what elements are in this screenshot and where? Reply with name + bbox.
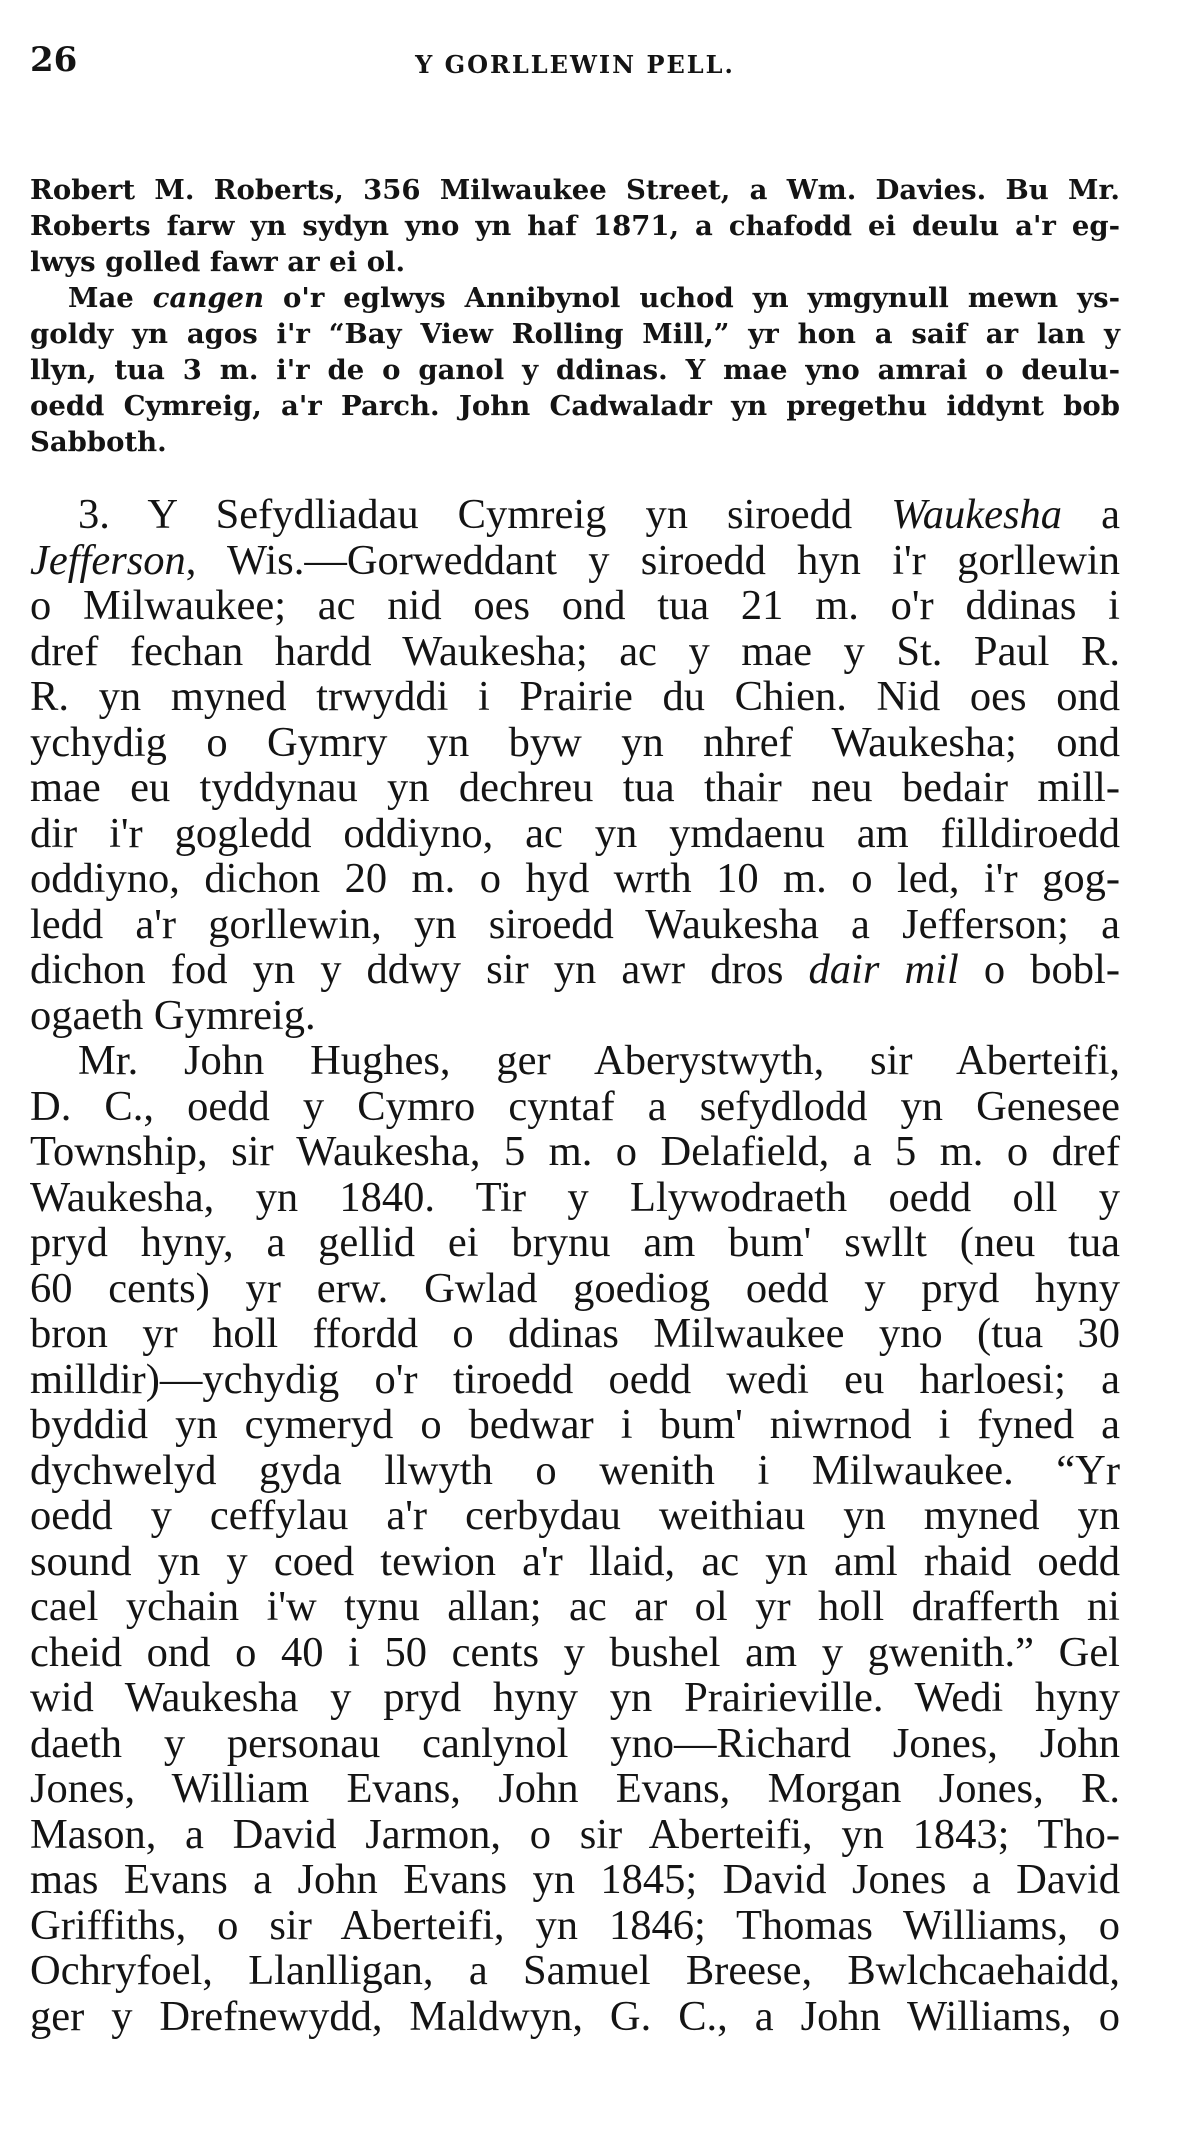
paragraph-section-3 bbox=[30, 492, 1120, 1038]
paragraph-roberts bbox=[30, 172, 1120, 280]
italic-word: dair mil bbox=[808, 946, 959, 993]
text-line: cheid ond o 40 i 50 cents y bushel am y gwenith.” Gel bbox=[30, 1628, 1120, 1676]
text-line: Jefferson, Wis.—Gorweddant y siroedd hyn i'r gorllewin bbox=[30, 536, 1120, 584]
text-line: lwys golled fawr ar ei ol. bbox=[30, 246, 406, 278]
running-head bbox=[30, 40, 1120, 100]
text-line: Jones, William Evans, John Evans, Morgan Jones, R. bbox=[30, 1765, 1120, 1812]
text-line: mae eu tyddynau yn dechreu tua thair neu bedair mill- bbox=[30, 764, 1120, 811]
text-line: ychydig o Gymry yn byw yn nhref Waukesha; ond bbox=[30, 718, 1120, 766]
small-print-block bbox=[30, 172, 1120, 460]
text-line: ogaeth Gymreig. bbox=[30, 991, 316, 1039]
text-line: dref fechan hardd Waukesha; ac y mae y St. Paul R. bbox=[30, 627, 1120, 675]
text-line: 3. Y Sefydliadau Cymreig yn siroedd Waukesha a bbox=[78, 491, 1120, 538]
running-title: Y GORLLEWIN PELL. bbox=[415, 50, 735, 79]
text-line: byddid yn cymeryd o bedwar i bum' niwrnod i fyned a bbox=[30, 1401, 1120, 1448]
text-line: oedd Cymreig, a'r Parch. John Cadwaladr yn pregethu iddynt bob bbox=[30, 390, 1120, 422]
text-line: dir i'r gogledd oddiyno, ac yn ymdaenu am filldiroedd bbox=[30, 809, 1120, 857]
main-text-block bbox=[30, 492, 1120, 2039]
paragraph-cangen bbox=[30, 280, 1120, 460]
text-line: Mason, a David Jarmon, o sir Aberteifi, yn 1843; Tho- bbox=[30, 1810, 1120, 1858]
text-line: ger y Drefnewydd, Maldwyn, G. C., a John Williams, o bbox=[30, 1992, 1120, 2040]
text-line: milldir)—ychydig o'r tiroedd oedd wedi eu harloesi; a bbox=[30, 1355, 1120, 1403]
text-line: dychwelyd gyda llwyth o wenith i Milwaukee. “Yr bbox=[30, 1446, 1120, 1494]
text-line: Mr. John Hughes, ger Aberystwyth, sir Aberteifi, bbox=[78, 1037, 1120, 1084]
text-line: wid Waukesha y pryd hyny yn Prairieville. Wedi hyny bbox=[30, 1674, 1120, 1721]
text-line: dichon fod yn y ddwy sir yn awr dros dair mil o bobl- bbox=[30, 946, 1120, 993]
page-number: 26 bbox=[30, 40, 78, 80]
text-line: Sabboth. bbox=[30, 426, 167, 458]
text-line: Waukesha, yn 1840. Tir y Llywodraeth oedd oll y bbox=[30, 1173, 1120, 1221]
text-line: goldy yn agos i'r “Bay View Rolling Mill,” yr hon a saif ar lan y bbox=[30, 318, 1120, 350]
text-line: ledd a'r gorllewin, yn siroedd Waukesha a Jefferson; a bbox=[30, 900, 1120, 948]
text-line: D. C., oedd y Cymro cyntaf a sefydlodd yn Genesee bbox=[30, 1082, 1120, 1130]
text-line: R. yn myned trwyddi i Prairie du Chien. Nid oes ond bbox=[30, 673, 1120, 720]
text-line: mas Evans a John Evans yn 1845; David Jones a David bbox=[30, 1856, 1120, 1903]
book-page bbox=[30, 40, 1120, 2039]
text-line: oddiyno, dichon 20 m. o hyd wrth 10 m. o led, i'r gog- bbox=[30, 855, 1120, 902]
text-line: oedd y ceffylau a'r cerbydau weithiau yn myned yn bbox=[30, 1492, 1120, 1539]
text-line: llyn, tua 3 m. i'r de o ganol y ddinas. Y mae yno amrai o deulu- bbox=[30, 354, 1120, 386]
italic-word: Waukesha bbox=[891, 491, 1063, 538]
text-line: Ochryfoel, Llanlligan, a Samuel Breese, Bwlchcaehaidd, bbox=[30, 1947, 1120, 1994]
text-line: Robert M. Roberts, 356 Milwaukee Street, a Wm. Davies. Bu Mr. bbox=[30, 174, 1120, 206]
text-line: sound yn y coed tewion a'r llaid, ac yn aml rhaid oedd bbox=[30, 1537, 1120, 1585]
text-line: daeth y personau canlynol yno—Richard Jones, John bbox=[30, 1719, 1120, 1767]
text-line: Mae cangen o'r eglwys Annibynol uchod yn ymgynull mewn ys- bbox=[68, 282, 1120, 314]
text-line: Roberts farw yn sydyn yno yn haf 1871, a chafodd ei deulu a'r eg- bbox=[30, 210, 1120, 242]
text-line: pryd hyny, a gellid ei brynu am bum' swllt (neu tua bbox=[30, 1219, 1120, 1266]
text-line: o Milwaukee; ac nid oes ond tua 21 m. o'r ddinas i bbox=[30, 582, 1120, 629]
text-line: cael ychain i'w tynu allan; ac ar ol yr holl drafferth ni bbox=[30, 1583, 1120, 1630]
text-line: bron yr holl ffordd o ddinas Milwaukee yno (tua 30 bbox=[30, 1310, 1120, 1357]
italic-word: Jefferson bbox=[30, 536, 186, 584]
italic-word: cangen bbox=[152, 282, 265, 314]
text-line: 60 cents) yr erw. Gwlad goediog oedd y pryd hyny bbox=[30, 1264, 1120, 1312]
text-line: Township, sir Waukesha, 5 m. o Delafield, a 5 m. o dref bbox=[30, 1128, 1120, 1175]
paragraph-john-hughes bbox=[30, 1038, 1120, 2039]
text-line: Griffiths, o sir Aberteifi, yn 1846; Thomas Williams, o bbox=[30, 1901, 1120, 1949]
